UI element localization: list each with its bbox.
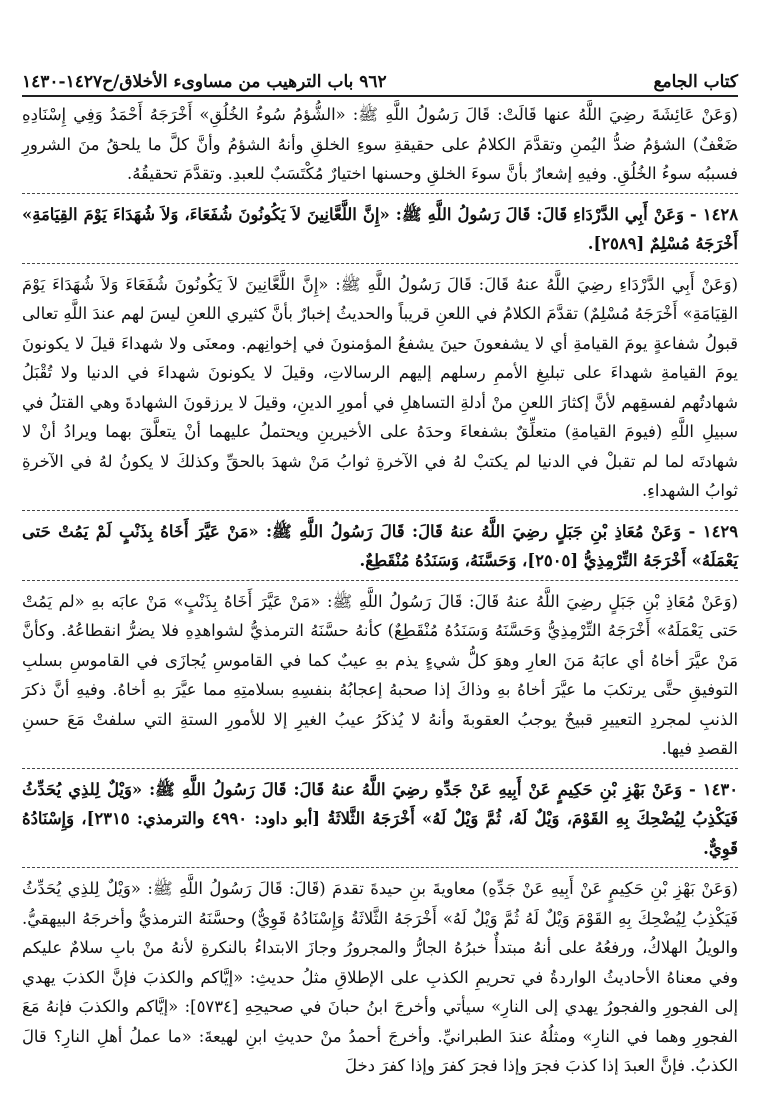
hadith-paragraph: ١٤٢٨ - وَعَنْ أَبِي الدَّرْدَاءِ قَالَ: قَالَ رَسُولُ اللَّهِ ﷺ: «إِنَّ اللَّعَّانِينَ لاَ يَكُونُونَ شُفَعَاءَ، وَلاَ شُهَدَاءَ يَوْمَ القِيَامَةِ» أَخْرَجَهُ مُسْلِمٌ [٢٥٨٩]. [22, 204, 738, 253]
separator [22, 580, 738, 581]
commentary-paragraph: (وَعَنْ بَهْزِ بْنِ حَكِيمٍ عَنْ أَبِيهِ عَنْ جَدِّهِ) معاويةَ بنِ حيدةَ تقدمَ (قَالَ: قَالَ رَسُولُ اللَّهِ ﷺ: «وَيْلٌ لِلذِي يُحَدِّثُ فَيَكْذِبُ لِيُضْحِكَ بِهِ القَوْمَ وَيْلٌ لَهُ ثُمَّ وَيْلٌ لَهُ» أَخْرَجَهُ الثَّلاثَةُ وَإِسْنَادُهُ قَوِيٌّ) وحسَّنَهُ الترمذيُّ وأخرجَهُ البيهقيُّ. والويلُ الهلاكُ، ورفعُهُ على أنهُ مبتدأٌ خبرُهُ الجارُّ والمجرورُ وجازَ الابتداءُ بالنكرةِ لأنهُ منْ بابِ سلامٌ عليكم وفي معناهُ الأحاديثُ الواردةُ في تحريمِ الكذبِ على الإطلاقِ مثلُ حديثِ: «إيَّاكم والكذبَ فإنَّ الكذبَ يهدي إلى الفجورِ والفجورُ يهدي إلى النارِ» سيأتي وأخرجَ ابنُ حبانَ في صحيحِهِ [٥٧٣٤]: «إيَّاكم والكذبَ فإنهُ مَعَ الفجورِ وهما في النارِ» ومثلُهُ عندَ الطبرانيِّ. وأخرجَ أحمدُ منْ حديثِ ابنِ لهيعةَ: «ما عملُ أهلِ النارِ؟ قالَ الكذبُ. فإنَّ العبدَ إذا كذبَ فجرَ وإذا فجرَ كفرَ وإذا كفرَ دخلَ [22, 879, 739, 1075]
commentary-paragraph: (وَعَنْ أَبِي الدَّرْدَاءِ رضِيَ اللَّهُ عنهُ قَالَ: قَالَ رَسُولُ اللَّهِ ﷺ: «إِنَّ اللَّعَّانِينَ لاَ يَكُونُونَ شُفَعَاءَ وَلاَ شُهَدَاءَ يَوْمَ القِيَامَةِ» أَخْرَجَهُ مُسْلِمٌ) تقدَّمَ الكلامُ في اللعنِ قريباً والحديثُ إخبارٌ بأنَّ كثيري اللعنِ ليسَ لهم عندَ اللَّهِ تعالى قبولُ شفاعةٍ يومَ القيامةِ أي لا يشفعونَ حينَ يشفعُ المؤمنونَ في إخوانِهم. ومعنَى ولا شهداءَ قيلَ لا يكونونَ يومَ القيامةِ شهداءَ على تبليغِ الأممِ رسلهم إليهم الرسالاتِ، وقيلَ لا يكونونَ شهداءَ في الدنيا ولا تُقْبَلُ شهادتُهم لفسقِهم لأنَّ إكثارَ اللعنِ منْ أدلةِ التساهلِ في أمورِ الدينِ، وقيلَ لا يرزقونَ الشهادةَ وهي القتلُ في سبيلِ اللَّهِ (فيومَ القيامةِ) متعلِّقٌ بشفعاءَ وحدَهُ على الأخيرينِ ويحتملُ عليهما أنْ يتعلَّقَ بهما ويرادُ أنْ لا شهادتَه لما لم تقبلْ في الدنيا لم يكتبْ لهُ في الآخرةِ ثوابُ مَنْ شهدَ بالحقِّ وكذلكَ لا يكونُ لهُ في الآخرةِ ثوابُ الشهداءِ. [22, 274, 738, 500]
separator [22, 193, 738, 194]
separator [22, 510, 738, 511]
page-content [22, 100, 738, 1081]
commentary-paragraph: (وَعَنْ مُعَاذِ بْنِ جَبَلٍ رضِيَ اللَّهُ عنهُ قَالَ: قَالَ رَسُولُ اللَّهِ ﷺ: «مَنْ عَيَّرَ أَخَاهُ بِذَنْبٍ» مَنْ عابَه بهِ «لم يَمُتْ حَتى يَعْمَلَهُ» أَخْرَجَهُ التِّرْمِذِيُّ وَحَسَّنَهُ وَسَنَدُهُ مُنْقَطِعٌ) كأنهُ حسَّنَهُ الترمذيُّ لشواهدِهِ فلا يضرُّ انقطاعُهُ. وكأنَّ مَنْ عيَّرَ أخاهُ أي عابَهُ مَنَ العارِ وهوَ كلُّ شيءٍ يذم بهِ عيبٌ كما في القاموسِ يُجازَى في القاموسِ بسلبِ التوفيقِ حتَّى يرتكبَ ما عيَّرَ أخاهُ بهِ وذاكَ إذا صحبهُ إعجابُهُ بنفسِهِ بسلامتِهِ مما عيَّرَ بهِ أخاهُ. وفيهِ أنَّ ذكرَ الذنبِ لمجردِ التعييرِ قبيحٌ يوجبُ العقوبةَ وأنهُ لا يُذكَرُ عيبُ الغيرِ إلا للأمورِ الستةِ التي سلفتْ مَعَ حسنِ القصدِ فيها. [22, 591, 738, 758]
page-info: ٩٦٢ باب الترهيب من مساوىء الأخلاق/ح١٤٢٧-١٤٣٠ [22, 72, 387, 92]
book-title: كتاب الجامع [653, 72, 738, 92]
separator [22, 768, 738, 769]
page-header [22, 58, 738, 97]
hadith-paragraph: ١٤٣٠ - وَعَنْ بَهْزِ بْنِ حَكِيمٍ عَنْ أَبِيهِ عَنْ جَدِّهِ رضِيَ اللَّهُ عنهُ قَالَ: قَالَ رَسُولُ اللَّهِ ﷺ: «وَيْلٌ لِلذِي يُحَدِّثُ فَيَكْذِبُ لِيُضْحِكَ بِهِ القَوْمَ، وَيْلٌ لَهُ، ثُمَّ وَيْلٌ لَهُ» أَخْرَجَهُ الثَّلاثَةُ [أبو داود: ٤٩٩٠ والترمذي: ٢٣١٥]، وَإِسْنَادُهُ قَوِيٌّ. [22, 779, 738, 858]
separator [22, 867, 738, 868]
separator [22, 263, 738, 264]
hadith-paragraph: ١٤٢٩ - وَعَنْ مُعَاذِ بْنِ جَبَلٍ رضِيَ اللَّهُ عنهُ قَالَ: قَالَ رَسُولُ اللَّهِ ﷺ: «مَنْ عَيَّرَ أَخَاهُ بِذَنْبٍ لَمْ يَمُتْ حَتى يَعْمَلَهُ» أَخْرَجَهُ التِّرْمِذِيُّ [٢٥٠٥]، وَحَسَّنَهُ، وَسَنَدُهُ مُنْقَطِعٌ. [22, 521, 738, 570]
commentary-paragraph: (وَعَنْ عَائِشَةَ رضِيَ اللَّهُ عنها قَالَتْ: قَالَ رَسُولُ اللَّهِ ﷺ: «الشُّؤمُ سُوءُ الخُلُقِ» أَخْرَجَهُ أَحْمَدُ وَفِي إِسْنَادِهِ ضَعْفٌ) الشؤمُ ضدُّ اليُمنِ وتقدَّمَ الكلامُ على حقيقةِ سوءِ الخلقِ وأنهُ الشؤمُ وأنَّ كلَّ ما يلحقُ منَ الشرورِ فسببُه سوءُ الخُلُقِ. وفيهِ إشعارٌ بأنَّ سوءَ الخلقِ وحسنها اختيارٌ مُكْتَسَبٌ للعبدِ. وتقدَّمَ تحقيقُهُ. [22, 105, 738, 183]
